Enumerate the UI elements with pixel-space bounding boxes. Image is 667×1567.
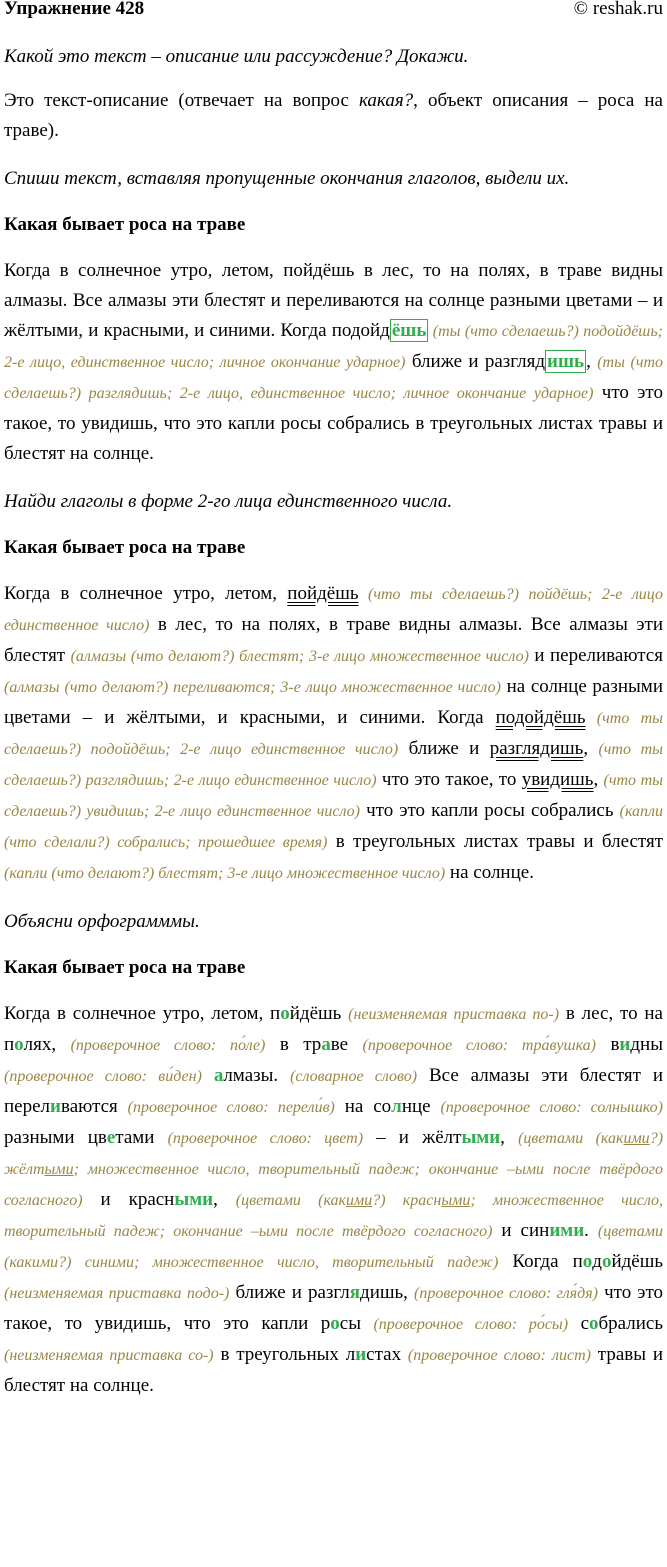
text-3: Когда в солнечное утро, летом, пойдёшь (неизменяемая приставка по-) в лес, то на полях, (проверочное слово: по́ле) в траве (проверочное слово: тра́вушка) видны (проверочное слово: ви́ден) алмазы. (словарное слово) Все алмазы эти блестят и переливаются (проверочное слово: перели́в) на солнце (проверочное слово: солнышко) разными цветами (проверочное слово: цвет) – и жёлтыми, (цветами (какими?) жёлтыми; множественное число, творительный падеж; окончание –ыми после твёрдого согласного) и красными, (цветами (какими?) красными; множественное число, творительный падеж; окончание –ыми после твёрдого согласного) и синими. (цветами (какими?) синими; множественное число, творительный падеж) Когда подойдёшь (неизменяемая приставка подо-) ближе и разглядишь, (проверочное слово: гля́дя) что это такое, то увидишь, что это капли росы (проверочное слово: ро́сы) собрались (неизменяемая приставка со-) в треугольных листах (проверочное слово: лист) травы и блестят на солнце. xyxy=(4,1003,664,1396)
verb-4: увидишь xyxy=(521,769,594,790)
header xyxy=(4,0,663,20)
site-label[interactable]: © reshak.ru xyxy=(573,0,663,19)
task-3: Найди глаголы в форме 2-го лица единственного числа. xyxy=(4,491,453,512)
verb-3: разглядишь xyxy=(489,738,584,759)
section-title-1: Какая бывает роса на траве xyxy=(4,214,246,235)
task-1: Какой это текст – описание или рассуждение? Докажи. xyxy=(4,46,469,67)
task-2: Спиши текст, вставляя пропущенные окончания глаголов, выдели их. xyxy=(4,168,570,189)
text-1: Когда в солнечное утро, летом, пойдёшь в лес, то на полях, в траве видны алмазы. Все алмазы эти блестят и переливаются на солнце разными цветами – и жёлтыми, и красными, и синими. Когда подойд ёшь (ты (что сделаешь?) подойдёшь; 2-е лицо, единственное число; личное окончание ударное) ближе и разгляд ишь , (ты (что сделаешь?) разглядишь; 2-е лицо, единственное число; личное окончание ударное) что это такое, то увидишь, что это капли росы собрались в треугольных листах травы и блестят на солнце. xyxy=(4,260,664,464)
ending-1: ёшь xyxy=(391,320,427,341)
task-4: Объясни орфограмммы. xyxy=(4,911,200,932)
section-title-2: Какая бывает роса на траве xyxy=(4,537,246,558)
exercise-title: Упражнение 428 xyxy=(4,0,145,19)
ending-2: ишь xyxy=(547,351,585,372)
verb-2: подойдёшь xyxy=(495,707,586,728)
verb-1: пойдёшь xyxy=(287,583,359,604)
answer-1: Это текст-описание (отвечает на вопрос какая?, объект описания – роса на траве). xyxy=(4,90,663,141)
text-2: Когда в солнечное утро, летом, пойдёшь (что ты сделаешь?) пойдёшь; 2-е лицо единственное число) в лес, то на полях, в траве видны алмазы. Все алмазы эти блестят (алмазы (что делают?) блестят; 3-е лицо множественное число) и переливаются (алмазы (что делают?) переливаются; 3-е лицо множественное число) на солнце разными цветами – и жёлтыми, и красными, и синими. Когда подойдёшь (что ты сделаешь?) подойдёшь; 2-е лицо единственное число) ближе и разглядишь, (что ты сделаешь?) разглядишь; 2-е лицо единственное число) что это такое, то увидишь, (что ты сделаешь?) увидишь; 2-е лицо единственное число) что это капли росы собрались (капли (что сделали?) собрались; прошедшее время) в треугольных листах травы и блестят (капли (что делают?) блестят; 3-е лицо множественное число) на солнце. xyxy=(4,583,664,883)
section-title-3: Какая бывает роса на траве xyxy=(4,957,246,978)
